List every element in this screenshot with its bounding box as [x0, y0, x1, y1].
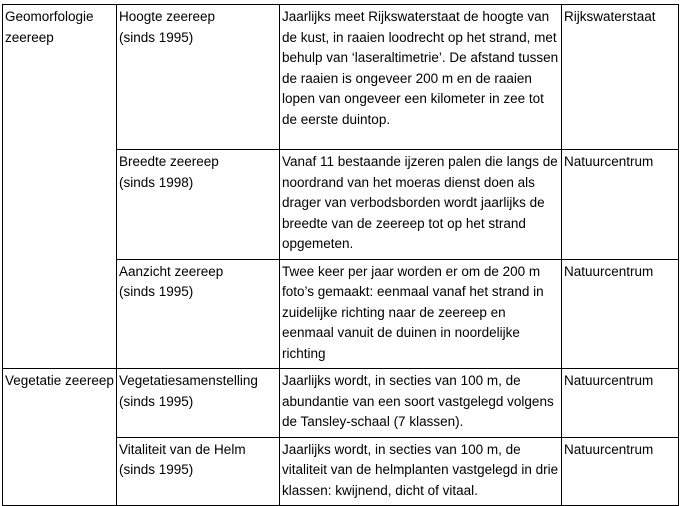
since-label: (sinds 1995) — [119, 393, 194, 409]
parameter-cell — [117, 259, 280, 369]
since-label: (sinds 1995) — [119, 462, 194, 477]
organisation-cell: Natuurcentrum — [562, 259, 679, 369]
organisation-cell: Natuurcentrum — [562, 150, 679, 260]
parameter-label: Vitaliteit van de Helm — [119, 441, 246, 457]
parameter-cell — [117, 5, 280, 150]
topic-cell — [3, 150, 117, 260]
organisation-cell: Rijkswaterstaat — [562, 5, 679, 150]
parameter-cell — [117, 150, 280, 260]
parameter-cell — [117, 369, 280, 438]
method-cell: Jaarlijks meet Rijkswaterstaat de hoogte van de kust, in raaien loodrecht op het strand, met behulp van ‘laseraltimetrie’. De afstand tussen de raaien is ongeveer 200 m en de raaien lopen van ongeveer een kilometer in zee tot de eerste duintop. — [280, 5, 562, 150]
parameter-label: Aanzicht zeereep — [119, 263, 224, 279]
since-label: (sinds 1995) — [119, 29, 194, 45]
method-cell: Twee keer per jaar worden er om de 200 m foto’s gemaakt: eenmaal vanaf het strand in zuidelijke richting naar de zeereep en eenmaal vanuit de duinen in noordelijke richting — [280, 259, 562, 369]
parameter-label: Breedte zeereep — [119, 154, 219, 169]
table-row — [3, 150, 679, 260]
table-row — [3, 259, 679, 369]
topic-cell — [3, 259, 117, 369]
table-row — [3, 5, 679, 150]
topic-cell: Geomorfologie zeereep — [3, 5, 117, 150]
method-cell: Jaarlijks wordt, in secties van 100 m, de abundantie van een soort vastgelegd volgens de Tansley-schaal (7 klassen). — [280, 369, 562, 438]
parameter-label: Hoogte zeereep — [119, 9, 216, 24]
since-label: (sinds 1995) — [119, 284, 194, 299]
table-row — [3, 369, 679, 438]
topic-cell: Vegetatie zeereep — [3, 369, 117, 438]
monitoring-table — [2, 4, 679, 506]
parameter-cell — [117, 437, 280, 506]
organisation-cell: Natuurcentrum — [562, 437, 679, 506]
parameter-label: Vegetatiesamenstelling — [119, 373, 258, 388]
table-row — [3, 437, 679, 506]
organisation-cell: Natuurcentrum — [562, 369, 679, 438]
method-cell: Jaarlijks wordt, in secties van 100 m, de vitaliteit van de helmplanten vastgelegd in drie klassen: kwijnend, dicht of vitaal. — [280, 437, 562, 506]
method-cell: Vanaf 11 bestaande ijzeren palen die langs de noordrand van het moeras dienst doen als drager van verbodsborden wordt jaarlijks de breedte van de zeereep tot op het strand opgemeten. — [280, 150, 562, 260]
since-label: (sinds 1998) — [119, 174, 194, 190]
topic-cell — [3, 437, 117, 506]
